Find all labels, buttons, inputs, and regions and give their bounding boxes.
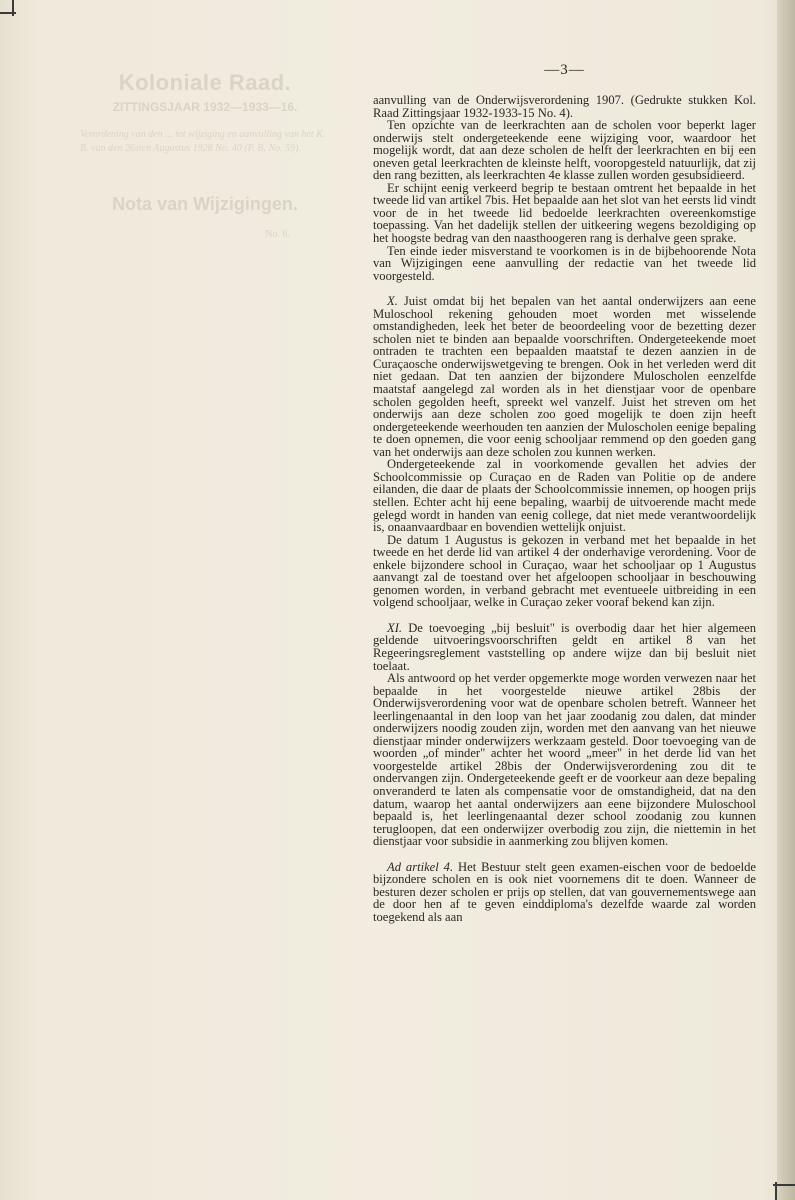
paragraph: [373, 534, 756, 609]
paragraph: [373, 458, 756, 533]
paragraph: [373, 119, 756, 182]
crop-mark: [12, 0, 14, 16]
paragraph-text: De datum 1 Augustus is gekozen in verband met het bepaalde in het tweede en het derde lid van artikel 4 der onderhavige verordening. Voor de enkele bijzondere school in Curaçao, waar het schooljaar op 1 Augustus aanvangt zal de toestand over het afgeloopen schooljaar in beschouwing genomen worden, in verband gebracht met eventueele uitbreiding in een volgend schooljaar, welke in Curaçao zeker vooraf bekend kan zijn.: [373, 532, 756, 610]
section-x: [373, 295, 756, 458]
paragraph-text: Het Bestuur stelt geen examen-eischen voor de bedoelde bijzondere scholen en is ook niet voornemens dit te doen. Wanneer de besturen dezer scholen er prijs op stellen, dat van gouvernementswege aan de door hen af te geven einddiploma's dezelfde waarde zal worden toegekend als aan: [373, 859, 757, 924]
ghost-subtitle: ZITTINGSJAAR 1932—1933—16.: [112, 100, 298, 114]
section-label: XI.: [387, 620, 403, 635]
ghost-title: Koloniale Raad.: [118, 70, 292, 95]
crop-mark: [775, 1182, 777, 1200]
ghost-reference: Verordening van den ... tot wijziging en aanvulling van het K. B. van den 26sten Augustus 1928 No. 40 (P. B. No. 59).: [80, 129, 326, 154]
show-through-text: [80, 70, 330, 240]
page-number: —3—: [544, 62, 585, 78]
paragraph-text: Als antwoord op het verder opgemerkte moge worden verwezen naar het bepaalde in het voorgestelde nieuwe artikel 28bis der Onderwijsverordening voor wat de openbare scholen betreft. Wanneer het leerlingenaantal in den loop van het jaar zoodanig zou dalen, dat minder onderwijzers noodig zouden zijn, worden met den aanvang van het nieuwe dienstjaar minder onderwijzers werkzaam gesteld. Door toevoeging van de woorden „of minder" achter het woord „meer" in het derde lid van het voorgestelde artikel 28bis der Onderwijsverordening zou dit te ondervangen zijn. Ondergeteekende geeft er de voorkeur aan deze bepaling onveranderd te laten als compensatie voor de omstandigheid, dat na den datum, waarop het aantal onderwijzers aan eene bijzondere Muloschool bepaald is, het leerlingenaantal dezer school zoodanig zou kunnen terugloopen, dat een onderwijzer overbodig zou zijn, die niettemin in het dienstjaar voor subsidie in aanmerking zou blijven komen.: [373, 671, 756, 849]
paragraph-text: Ondergeteekende zal in voorkomende gevallen het advies der Schoolcommissie op Curaçao en de Raden van Politie op de andere eilanden, die daar de plaats der Schoolcommissie innemen, op hoogen prijs stellen. Echter acht hij eene bepaling, waarbij de uitvoerende macht mede gelegd wordt in handen van eenig college, dat niet mede verantwoordelijk is, onaanvaardbaar en bovendien wettelijk onjuist.: [373, 457, 756, 535]
ghost-number: No. 6.: [265, 229, 290, 240]
paragraph-text: Ten einde ieder misverstand te voorkomen is in de bijbehoorende Nota van Wijzigingen eene aanvulling der redactie van het tweede lid voorgesteld.: [373, 243, 756, 283]
paragraph-text: Ten opzichte van de leerkrachten aan de scholen voor beperkt lager onderwijs stelt ondergeteekende eene wijziging voor, waardoor het mogelijk wordt, dat aan deze scholen de helft der leerkrachten en bij een oneven getal leerkrachten de kleinste helft, vooropgesteld natuurlijk, dat zij den rang bezitten, als leerkrachten 4e klasse zullen worden gesubsidieerd.: [373, 118, 756, 183]
paragraph: [373, 245, 756, 283]
ghost-nota: Nota van Wijzigingen.: [112, 194, 298, 214]
section-label: X.: [387, 294, 398, 309]
paragraph: [373, 182, 756, 245]
paragraph-text: Er schijnt eenig verkeerd begrip te bestaan omtrent het bepaalde in het tweede lid van artikel 7bis. Het bepaalde aan het slot van het eersts lid vindt voor de in het tweede lid bedoelde leerkrachten overeenkomstige toepassing. Van het dadelijk stellen der uitkeering wegens bezoldiging op het hoogste bedrag van den naasthoogeren rang is derhalve geen sprake.: [373, 180, 756, 246]
binding-edge: [777, 0, 795, 1200]
paragraph-text: aanvulling van de Onderwijsverordening 1907. (Gedrukte stukken Kol. Raad Zittingsjaar 1932-1933-15 No. 4).: [373, 93, 756, 120]
paragraph: [373, 94, 756, 119]
section-label: Ad artikel 4.: [387, 859, 454, 874]
paragraph: [373, 672, 756, 848]
section-xi: [373, 622, 756, 672]
text-column: [373, 94, 756, 923]
section-ad-artikel-4: [373, 861, 756, 924]
paragraph-text: De toevoeging „bij besluit" is overbodig daar het hier algemeen geldende uitvoeringsvoorschriften geldt en artikel 8 van het Regeeringsreglement vaststelling op andere wijze dan bij besluit niet toelaat.: [373, 620, 756, 673]
paragraph-text: Juist omdat bij het bepalen van het aantal onderwijzers aan eene Muloschool rekening gehouden moet worden met wisselende omstandigheden, leek het beter de beoordeeling voor de bezetting dezer scholen niet te binden aan bepaalde voorschriften. Ondergeteekende moet ontraden te trachten een bepaalden maatstaf te dezen aanzien in de Curaçaosche onderwijswetgeving te brengen. Ook in het verleden werd dit niet gedaan. Dat ten aanzien der bijzondere Muloscholen eenzelfde maatstaf aangelegd zal worden als in het dienstjaar voor de openbare scholen gegolden heeft, spreekt wel vanzelf. Juist het streven om het onderwijs aan deze scholen zoo goed mogelijk te doen zijn heeft ondergeteekende weerhouden ten aanzien der Muloscholen eenige bepaling te doen opnemen, die voor eenig schooljaar remmend op den goeden gang van het onderwijs aan deze scholen zou kunnen werken.: [373, 294, 756, 459]
